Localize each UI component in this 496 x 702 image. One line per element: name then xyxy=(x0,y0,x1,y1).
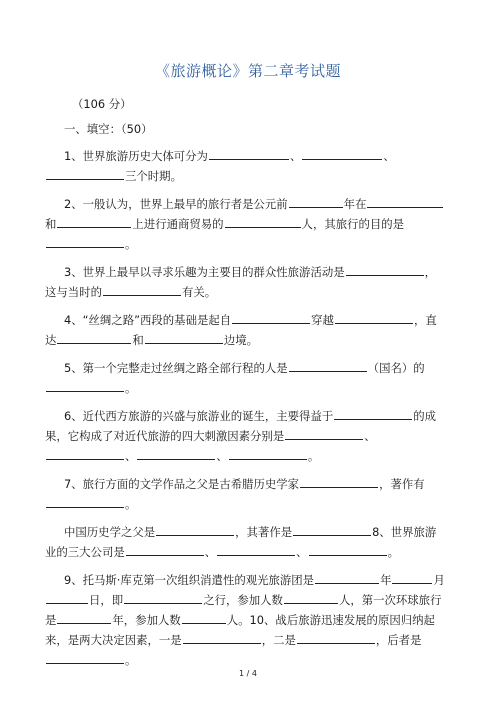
answer-blank[interactable] xyxy=(57,331,131,344)
answer-blank[interactable] xyxy=(46,591,88,604)
answer-blank[interactable] xyxy=(293,523,371,536)
question-1-line-1: 1、世界旅游历史大体可分为 、 、 xyxy=(64,149,395,163)
question-8-line-1: 中国历史学之父是 ，其著作是 8、世界旅游 xyxy=(64,525,437,539)
answer-blank[interactable] xyxy=(229,447,307,460)
question-1-line-2: 三个时期。 xyxy=(45,166,450,187)
question-10-line-2: 。 xyxy=(45,650,450,671)
score-total: （106 分） xyxy=(72,97,132,111)
answer-blank[interactable] xyxy=(103,283,181,296)
question-4-line-1: 4、“丝绸之路”西段的基础是起自 穿越 ，直 xyxy=(64,313,437,327)
answer-blank[interactable] xyxy=(217,543,295,556)
question-3-line-1: 3、世界上最早以寻求乐趣为主要目的群众性旅游活动是 ， xyxy=(64,265,437,279)
answer-blank[interactable] xyxy=(46,447,124,460)
answer-blank[interactable] xyxy=(46,495,124,508)
q1-text: 1、世界旅游历史大体可分为 xyxy=(64,149,208,163)
answer-blank[interactable] xyxy=(46,651,124,664)
answer-blank[interactable] xyxy=(126,543,204,556)
question-5-line-1: 5、第一个完整走过丝绸之路全部行程的人是 （国名）的 xyxy=(64,361,425,375)
answer-blank[interactable] xyxy=(209,147,289,160)
answer-blank[interactable] xyxy=(232,311,310,324)
question-9-line-3: 是 年，参加人数 人。10、战后旅游迅速发展的原因归纳起 xyxy=(45,613,435,627)
question-7-line-1: 7、旅行方面的文学作品之父是古希腊历史学家 ，著作有 xyxy=(64,477,425,491)
page-number: 1 / 4 xyxy=(239,669,257,678)
answer-blank[interactable] xyxy=(46,235,124,248)
question-2-line-2: 和 上进行通商贸易的 人，其旅行的目的是 xyxy=(45,217,405,231)
answer-blank[interactable] xyxy=(300,475,378,488)
question-6-line-1: 6、近代西方旅游的兴盛与旅游业的诞生，主要得益于 的成 xyxy=(64,409,437,423)
answer-blank[interactable] xyxy=(289,195,343,208)
answer-blank[interactable] xyxy=(289,359,367,372)
answer-blank[interactable] xyxy=(346,263,424,276)
question-7-line-2: 。 xyxy=(45,494,450,515)
question-4-line-2: 达 和 边境。 xyxy=(45,333,258,347)
answer-blank[interactable] xyxy=(315,571,379,584)
answer-blank[interactable] xyxy=(309,543,387,556)
answer-blank[interactable] xyxy=(285,427,363,440)
question-2-line-1: 2、一般认为，世界上最早的旅行者是公元前 年在 xyxy=(64,194,469,215)
question-5-line-2: 。 xyxy=(45,378,450,399)
answer-blank[interactable] xyxy=(335,311,413,324)
answer-blank[interactable] xyxy=(124,591,202,604)
section-heading: 一、填空：（50） xyxy=(64,122,153,136)
answer-blank[interactable] xyxy=(334,407,412,420)
answer-blank[interactable] xyxy=(183,631,261,644)
answer-blank[interactable] xyxy=(182,611,226,624)
answer-blank[interactable] xyxy=(284,591,338,604)
answer-blank[interactable] xyxy=(302,147,382,160)
answer-blank[interactable] xyxy=(57,611,111,624)
answer-blank[interactable] xyxy=(156,523,234,536)
question-9-line-1: 9、托马斯·库克第一次组织消遣性的观光旅游团是 年 月 xyxy=(64,573,445,587)
answer-blank[interactable] xyxy=(46,167,124,180)
question-6-line-2: 果，它构成了对近代旅游的四大刺激因素分别是 、 xyxy=(45,429,376,443)
answer-blank[interactable] xyxy=(46,379,124,392)
question-3-line-2: 这与当时的 有关。 xyxy=(45,285,217,299)
question-8-line-2: 业的三大公司是 、 、 。 xyxy=(45,545,399,559)
question-2-line-3: 。 xyxy=(45,234,450,255)
question-6-line-3: 、 、 。 xyxy=(45,446,450,467)
answer-blank[interactable] xyxy=(145,331,223,344)
question-10-line-1: 来，是两大决定因素，一是 ，二是 ，后者是 xyxy=(45,633,422,647)
question-9-line-2: 日，即 之行，参加人数 人，第一次环球旅行 xyxy=(45,590,450,611)
answer-blank[interactable] xyxy=(297,631,375,644)
answer-blank[interactable] xyxy=(392,571,432,584)
answer-blank[interactable] xyxy=(137,447,215,460)
page-title: 《旅游概论》第二章考试题 xyxy=(154,62,341,80)
answer-blank[interactable] xyxy=(57,215,131,228)
answer-blank[interactable] xyxy=(225,215,301,228)
answer-blank[interactable] xyxy=(367,195,443,208)
